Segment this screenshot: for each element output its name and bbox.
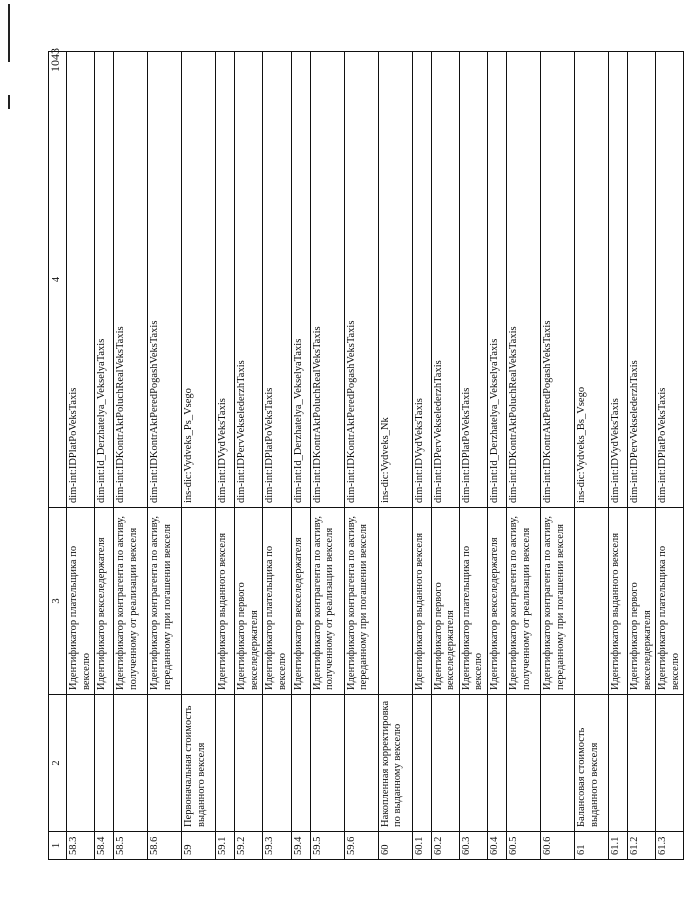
indicator-name-cell: Накопленная корректировка по выданному векселю [378, 695, 412, 832]
dimension-description-cell: Идентификатор плательщика по векселю [263, 508, 291, 695]
dimension-description-cell [182, 508, 216, 695]
indicator-name-cell: Первоначальная стоимость выданного векселя [182, 695, 216, 832]
table-row [608, 52, 627, 860]
row-number-cell: 60.2 [431, 832, 459, 860]
table-row [310, 52, 344, 860]
dimension-description-cell: Идентификатор контрагента по активу, полученному от реализации векселя [506, 508, 540, 695]
row-number-cell: 60.6 [540, 832, 574, 860]
indicator-name-cell [608, 695, 627, 832]
table-row [263, 52, 291, 860]
row-number-cell: 61.2 [627, 832, 655, 860]
element-code-cell: ins-dic:Vydveks_Ps_Vsego [182, 52, 216, 508]
element-code-cell: dim-int:IDVydVeksTaxis [412, 52, 431, 508]
binding-mark-middle [8, 95, 10, 109]
table-row [182, 52, 216, 860]
element-code-cell: ins-dic:Vydveks_Bs_Vsego [574, 52, 608, 508]
element-code-cell: dim-int:IDVydVeksTaxis [216, 52, 235, 508]
dimension-description-cell: Идентификатор векселедержателя [291, 508, 310, 695]
row-number-cell: 59.2 [235, 832, 263, 860]
binding-mark-top [8, 4, 10, 62]
element-code-cell: dim-int:IDKontrAktPeredPogashVeksTaxis [344, 52, 378, 508]
indicator-name-cell [459, 695, 487, 832]
dimension-description-cell: Идентификатор контрагента по активу, полученному от реализации векселя [310, 508, 344, 695]
table-row [378, 52, 412, 860]
row-number-cell: 58.4 [95, 832, 114, 860]
row-number-cell: 59.4 [291, 832, 310, 860]
element-code-cell: dim-int:IDKontrAktPoluchRealVeksTaxis [310, 52, 344, 508]
row-number-cell: 60.3 [459, 832, 487, 860]
indicator-name-cell [412, 695, 431, 832]
indicator-name-cell [148, 695, 182, 832]
page-number: 1043 [48, 48, 62, 72]
dimension-description-cell: Идентификатор плательщика по векселю [656, 508, 684, 695]
table-row [114, 52, 148, 860]
dimension-description-cell [574, 508, 608, 695]
indicator-name-cell [95, 695, 114, 832]
table-row [459, 52, 487, 860]
row-number-cell: 61.1 [608, 832, 627, 860]
table-row [431, 52, 459, 860]
header-col-3: 3 [49, 508, 67, 695]
table-row [656, 52, 684, 860]
row-number-cell: 59 [182, 832, 216, 860]
table-row [67, 52, 95, 860]
element-code-cell: dim-int:IDPlatPoVeksTaxis [656, 52, 684, 508]
header-col-1: 1 [49, 832, 67, 860]
indicator-name-cell [627, 695, 655, 832]
row-number-cell: 61 [574, 832, 608, 860]
element-code-cell: dim-int:Id_Derzhatelya_VekselyaTaxis [291, 52, 310, 508]
element-code-cell: dim-int:IDKontrAktPoluchRealVeksTaxis [114, 52, 148, 508]
indicator-name-cell [216, 695, 235, 832]
dimension-description-cell: Идентификатор плательщика по векселю [67, 508, 95, 695]
table-row [487, 52, 506, 860]
dimension-description-cell: Идентификатор первого векселедержателя [627, 508, 655, 695]
table-row [506, 52, 540, 860]
dimension-description-cell [378, 508, 412, 695]
row-number-cell: 59.5 [310, 832, 344, 860]
row-number-cell: 60.5 [506, 832, 540, 860]
element-code-cell: dim-int:IDKontrAktPeredPogashVeksTaxis [148, 52, 182, 508]
element-code-cell: ins-dic:Vydveks_Nk [378, 52, 412, 508]
row-number-cell: 59.1 [216, 832, 235, 860]
rotated-page [48, 52, 681, 860]
row-number-cell: 58.6 [148, 832, 182, 860]
indicator-name-cell [540, 695, 574, 832]
table-row [344, 52, 378, 860]
table-row [95, 52, 114, 860]
element-code-cell: dim-int:IDPlatPoVeksTaxis [67, 52, 95, 508]
element-code-cell: dim-int:Id_Derzhatelya_VekselyaTaxis [95, 52, 114, 508]
dimension-description-cell: Идентификатор контрагента по активу, переданному при погашении векселя [540, 508, 574, 695]
indicator-name-cell [656, 695, 684, 832]
row-number-cell: 60.4 [487, 832, 506, 860]
row-number-cell: 59.6 [344, 832, 378, 860]
row-number-cell: 60.1 [412, 832, 431, 860]
dimension-description-cell: Идентификатор выданного векселя [216, 508, 235, 695]
table-row [148, 52, 182, 860]
dimension-description-cell: Идентификатор векселедержателя [95, 508, 114, 695]
table-row [540, 52, 574, 860]
dimension-description-cell: Идентификатор контрагента по активу, переданному при погашении векселя [148, 508, 182, 695]
indicator-name-cell [506, 695, 540, 832]
table-row [627, 52, 655, 860]
header-col-4: 4 [49, 52, 67, 508]
row-number-cell: 60 [378, 832, 412, 860]
indicator-name-cell [487, 695, 506, 832]
data-table [48, 51, 684, 860]
indicator-name-cell [235, 695, 263, 832]
row-number-cell: 58.3 [67, 832, 95, 860]
dimension-description-cell: Идентификатор первого векселедержателя [431, 508, 459, 695]
indicator-name-cell [67, 695, 95, 832]
element-code-cell: dim-int:IDPervVekselederzhTaxis [235, 52, 263, 508]
indicator-name-cell [431, 695, 459, 832]
table-row [291, 52, 310, 860]
row-number-cell: 59.3 [263, 832, 291, 860]
dimension-description-cell: Идентификатор выданного векселя [608, 508, 627, 695]
table-header-row [49, 52, 67, 860]
row-number-cell: 61.3 [656, 832, 684, 860]
indicator-name-cell: Балансовая стоимость выданного векселя [574, 695, 608, 832]
header-col-2: 2 [49, 695, 67, 832]
element-code-cell: dim-int:IDKontrAktPeredPogashVeksTaxis [540, 52, 574, 508]
dimension-description-cell: Идентификатор контрагента по активу, полученному от реализации векселя [114, 508, 148, 695]
indicator-name-cell [263, 695, 291, 832]
indicator-name-cell [310, 695, 344, 832]
element-code-cell: dim-int:IDPlatPoVeksTaxis [459, 52, 487, 508]
element-code-cell: dim-int:IDKontrAktPoluchRealVeksTaxis [506, 52, 540, 508]
dimension-description-cell: Идентификатор векселедержателя [487, 508, 506, 695]
dimension-description-cell: Идентификатор плательщика по векселю [459, 508, 487, 695]
table-row [216, 52, 235, 860]
indicator-name-cell [344, 695, 378, 832]
table-body [67, 52, 684, 860]
element-code-cell: dim-int:IDPervVekselederzhTaxis [431, 52, 459, 508]
row-number-cell: 58.5 [114, 832, 148, 860]
indicator-name-cell [114, 695, 148, 832]
dimension-description-cell: Идентификатор первого векселедержателя [235, 508, 263, 695]
table-row [412, 52, 431, 860]
element-code-cell: dim-int:Id_Derzhatelya_VekselyaTaxis [487, 52, 506, 508]
element-code-cell: dim-int:IDPervVekselederzhTaxis [627, 52, 655, 508]
table-row [574, 52, 608, 860]
element-code-cell: dim-int:IDPlatPoVeksTaxis [263, 52, 291, 508]
table-row [235, 52, 263, 860]
element-code-cell: dim-int:IDVydVeksTaxis [608, 52, 627, 508]
dimension-description-cell: Идентификатор выданного векселя [412, 508, 431, 695]
indicator-name-cell [291, 695, 310, 832]
dimension-description-cell: Идентификатор контрагента по активу, переданному при погашении векселя [344, 508, 378, 695]
